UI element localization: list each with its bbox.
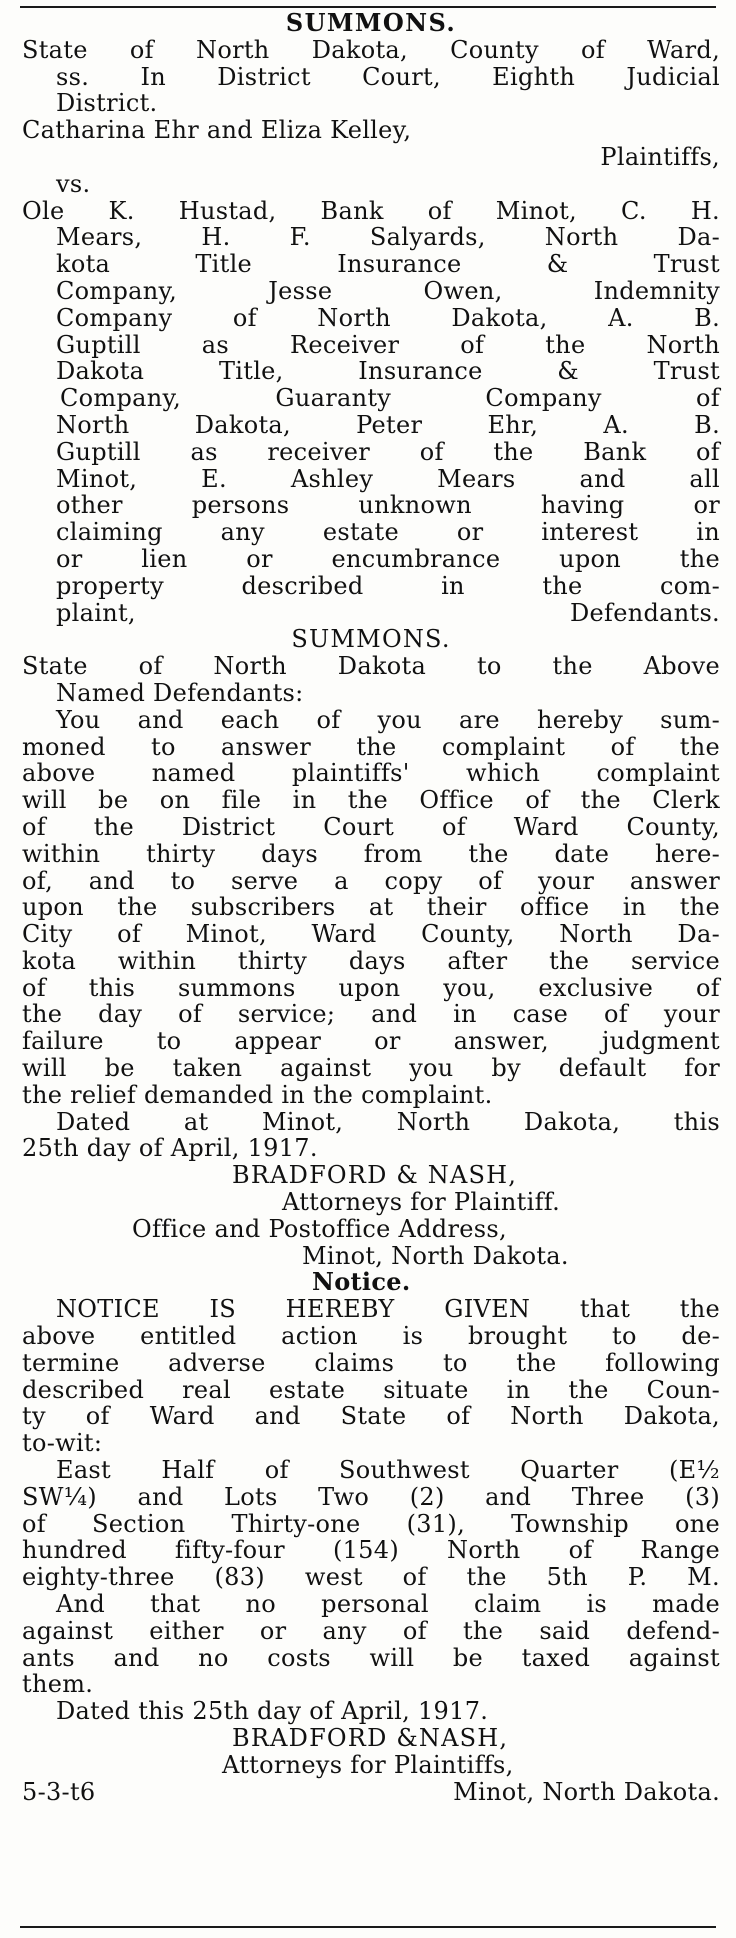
notice-body: [22, 37, 720, 1806]
notice-line: ants and no costs will be taxed against: [22, 1643, 720, 1672]
notice-line: failure to appear or answer, judgment: [22, 1027, 720, 1056]
notice-line: Minot, E. Ashley Mears and all: [56, 464, 720, 493]
notice-line: [22, 1779, 720, 1806]
notice-line: City of Minot, Ward County, North Da-: [22, 920, 720, 949]
notice-line: District.: [56, 89, 158, 118]
notice-line: Catharina Ehr and Eliza Kelley,: [22, 116, 412, 145]
notice-line: SUMMONS.: [291, 625, 451, 654]
bottom-rule: [20, 1926, 716, 1928]
notice-line: Mears, H. F. Salyards, North Da-: [56, 223, 720, 252]
notice-line: ty of Ward and State of North Dakota,: [22, 1402, 720, 1431]
notice-line: And that no personal claim is made: [56, 1590, 720, 1619]
notice-line: them.: [22, 1670, 94, 1699]
notice-title: SUMMONS.: [285, 8, 457, 37]
notice-line: upon the subscribers at their office in the: [22, 893, 720, 922]
notice-line: will be on file in the Office of the Clerk: [22, 786, 720, 815]
notice-line: property described in the com-: [56, 571, 720, 600]
notice-line: BRADFORD & NASH,: [232, 1161, 518, 1190]
notice-line-right: Minot, North Dakota.: [453, 1777, 720, 1806]
legal-notice-column: [22, 10, 720, 1805]
notice-line: Notice.: [312, 1267, 411, 1297]
notice-line: State of North Dakota, County of Ward,: [22, 35, 720, 64]
notice-line: eighty-three (83) west of the 5th P. M.: [22, 1563, 720, 1592]
notice-line-right: Defendants.: [569, 598, 720, 627]
notice-line: East Half of Southwest Quarter (E½: [56, 1456, 720, 1485]
notice-line: SW¼) and Lots Two (2) and Three (3): [22, 1482, 720, 1511]
notice-line: Dakota Title, Insurance & Trust: [56, 357, 720, 386]
notice-line: BRADFORD &NASH,: [232, 1724, 509, 1752]
notice-line: the day of service; and in case of your: [22, 1000, 720, 1029]
notice-line: Dated this 25th day of April, 1917.: [56, 1697, 489, 1726]
notice-line: described real estate situate in the Coun-: [22, 1375, 720, 1404]
notice-line: other persons unknown having or: [56, 491, 720, 520]
notice-line: within thirty days from the date here-: [22, 839, 720, 868]
notice-line: of the District Court of Ward County,: [22, 812, 720, 841]
notice-line: 25th day of April, 1917.: [22, 1134, 318, 1163]
notice-line: claiming any estate or interest in: [56, 518, 720, 547]
notice-line-left: 5-3-t6: [22, 1777, 96, 1806]
notice-line: will be taken against you by default for: [22, 1054, 720, 1083]
notice-line: of Section Thirty-one (31), Township one: [22, 1509, 720, 1538]
notice-line: above named plaintiffs' which complaint: [22, 759, 720, 788]
notice-line: the relief demanded in the complaint.: [22, 1080, 493, 1109]
notice-line: Named Defendants:: [56, 678, 304, 707]
notice-line: Minot, North Dakota.: [302, 1241, 569, 1270]
notice-line: Office and Postoffice Address,: [132, 1214, 507, 1243]
notice-line: Guptill as receiver of the Bank of: [56, 437, 720, 466]
notice-line: or lien or encumbrance upon the: [56, 544, 720, 573]
notice-line: North Dakota, Peter Ehr, A. B.: [56, 410, 720, 439]
notice-line: [22, 600, 720, 627]
notice-line: Ole K. Hustad, Bank of Minot, C. H.: [22, 196, 720, 225]
notice-line: Guptill as Receiver of the North: [56, 330, 720, 359]
notice-line-left: plaint,: [56, 598, 136, 627]
notice-line: of, and to serve a copy of your answer: [22, 866, 720, 895]
notice-line: to-wit:: [22, 1429, 103, 1458]
notice-line: above entitled action is brought to de-: [22, 1322, 720, 1351]
notice-line: against either or any of the said defend-: [22, 1616, 720, 1645]
notice-line: Company of North Dakota, A. B.: [56, 303, 720, 332]
notice-line: ss. In District Court, Eighth Judicial: [56, 62, 720, 91]
notice-line: kota within thirty days after the service: [22, 946, 720, 975]
notice-line: Plaintiffs,: [600, 142, 720, 171]
notice-line: Dated at Minot, North Dakota, this: [56, 1107, 720, 1136]
notice-line: of this summons upon you, exclusive of: [22, 973, 720, 1002]
notice-line: Company, Jesse Owen, Indemnity: [56, 276, 720, 305]
notice-line: Attorneys for Plaintiffs,: [222, 1750, 514, 1779]
notice-line: hundred fifty-four (154) North of Range: [22, 1536, 720, 1565]
notice-line: moned to answer the complaint of the: [22, 732, 720, 761]
notice-line: vs.: [56, 169, 91, 198]
notice-line: State of North Dakota to the Above: [22, 652, 720, 681]
notice-line: kota Title Insurance & Trust: [56, 250, 720, 279]
notice-line: NOTICE IS HEREBY GIVEN that the: [56, 1295, 720, 1324]
notice-line: You and each of you are hereby sum-: [56, 705, 720, 734]
notice-line: termine adverse claims to the following: [22, 1348, 720, 1377]
notice-line: Company, Guaranty Company of: [60, 384, 720, 413]
notice-line: Attorneys for Plaintiff.: [282, 1188, 561, 1217]
